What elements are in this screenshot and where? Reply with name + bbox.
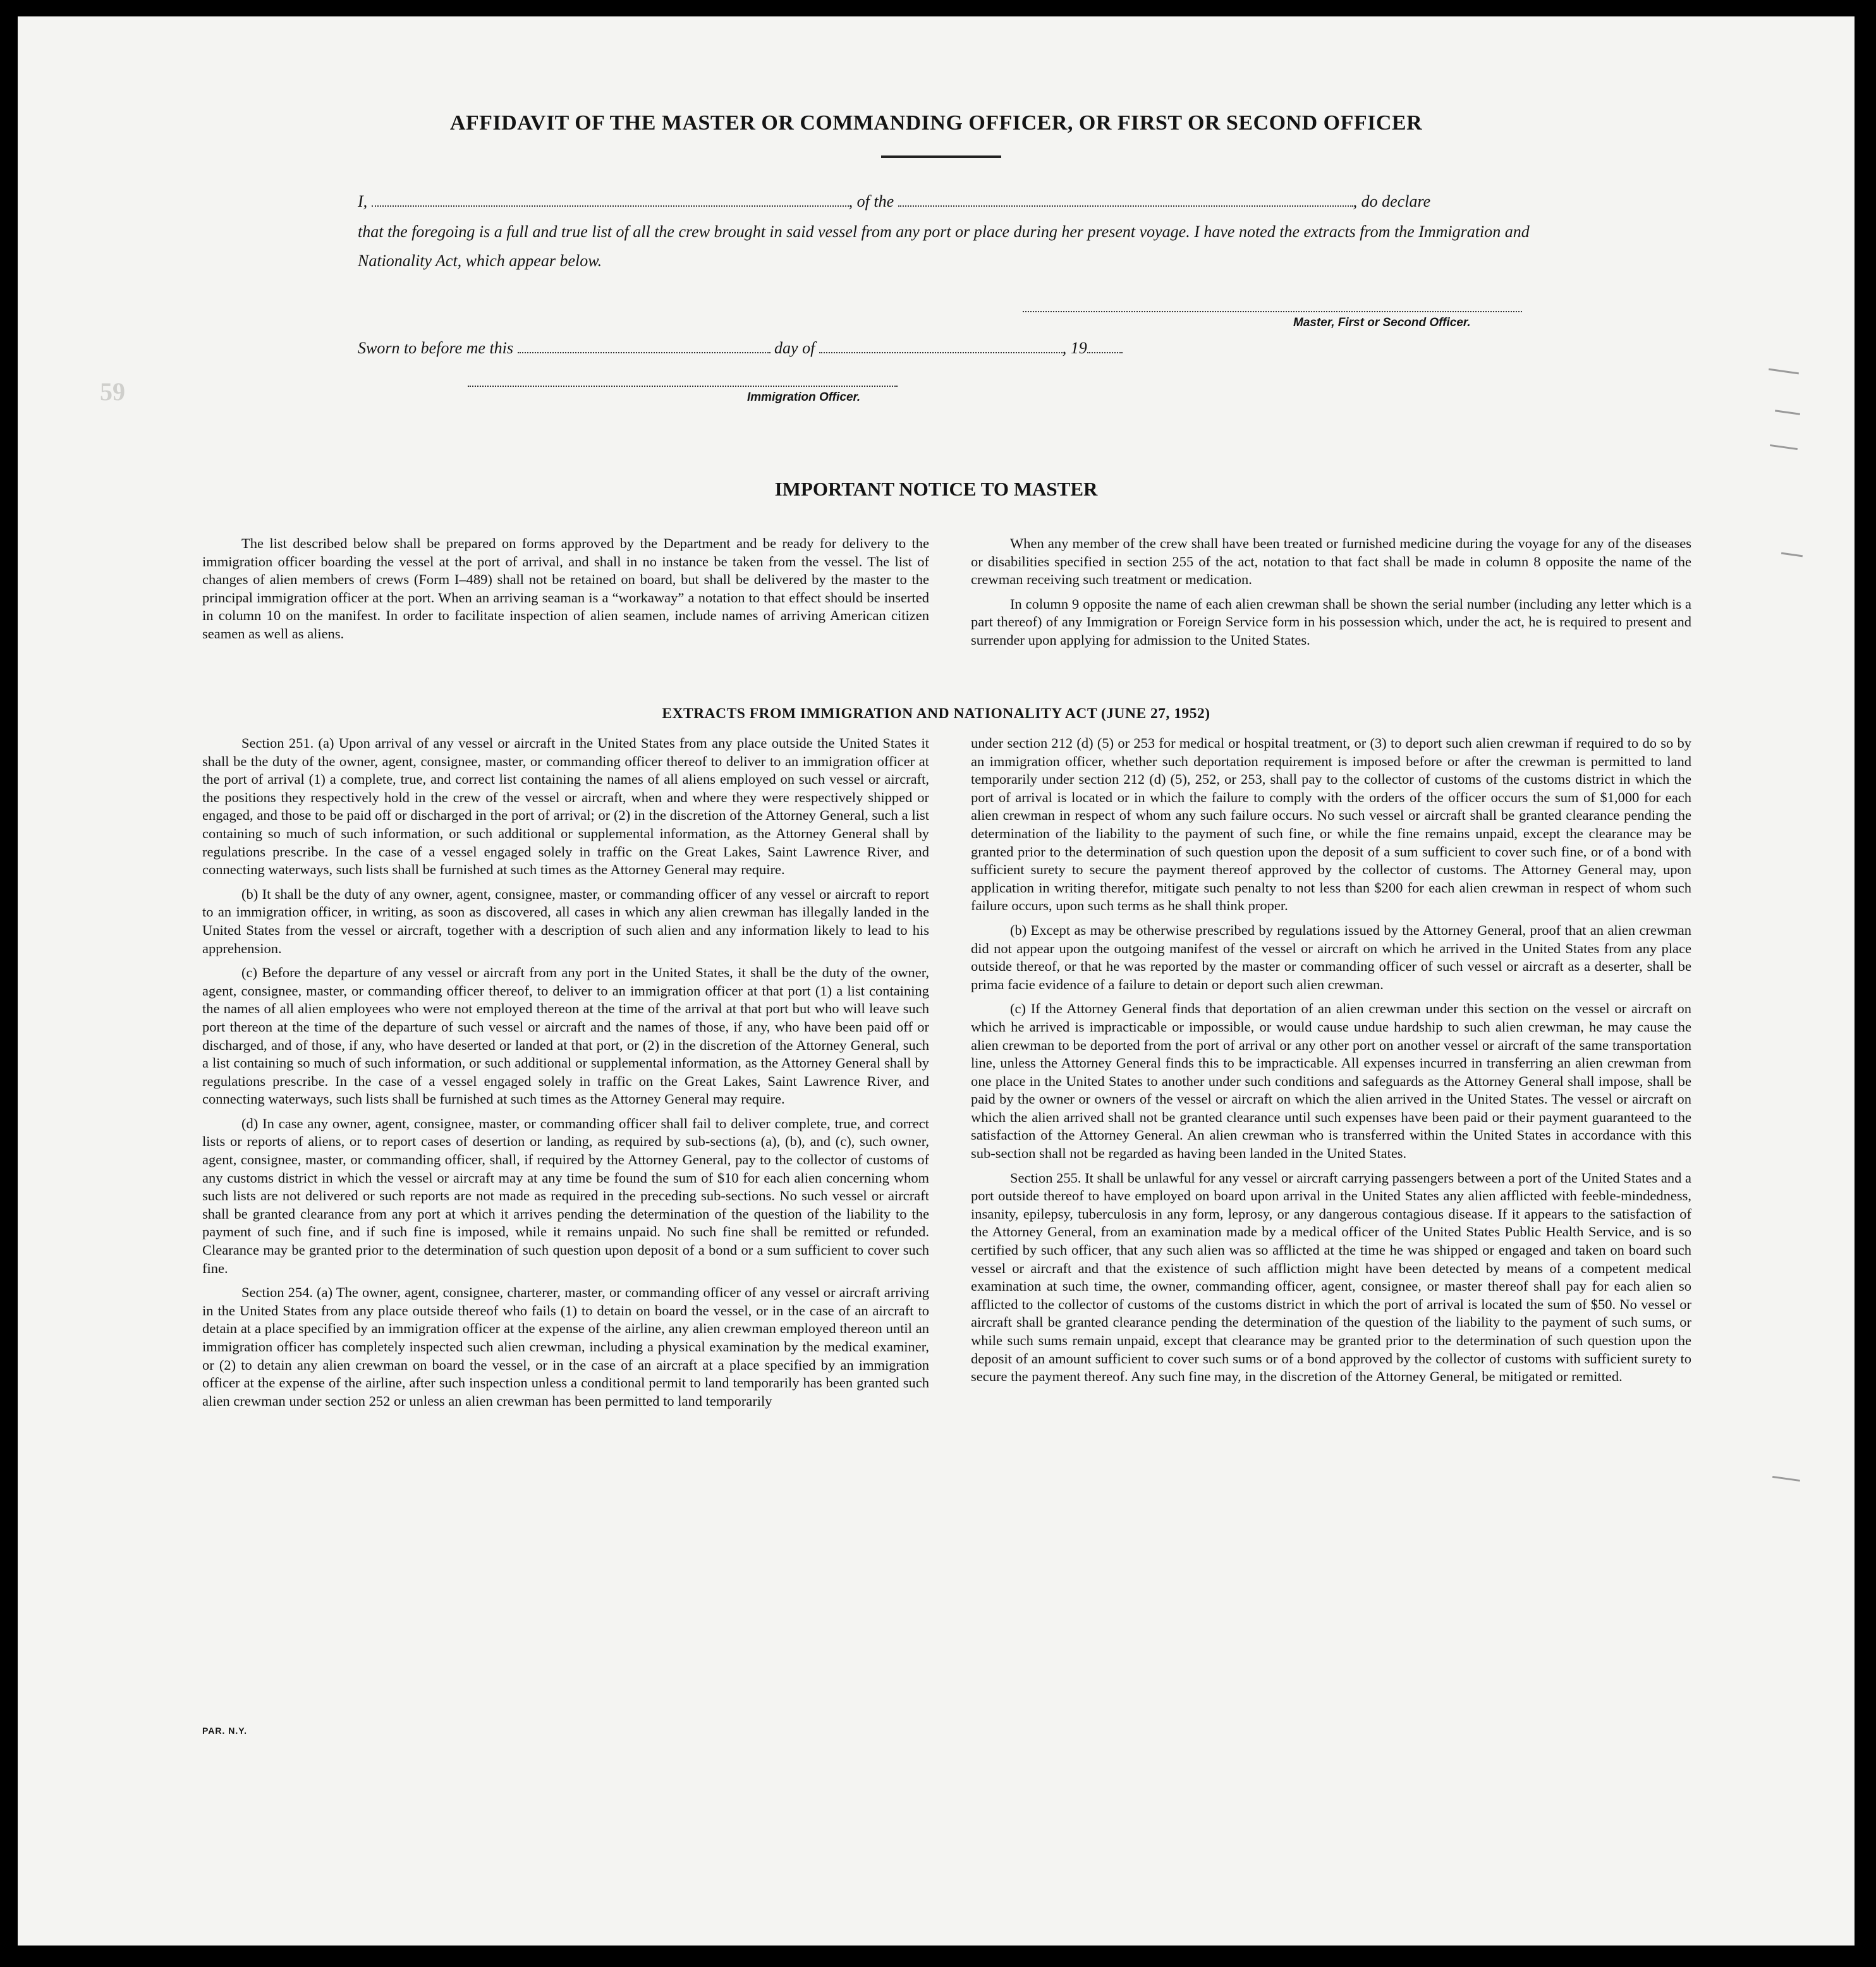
officer-signature-line[interactable] xyxy=(468,386,898,387)
section-251a: Section 251. (a) Upon arrival of any vessel or aircraft in the United States from any place outside the United States it shall be the duty of the owner, agent, consignee, master, or commanding officer thereof to deliver to an immigration officer at the port of arrival (1) a complete, true, and correct list containing the names of all aliens employed on such vessel or aircraft, the positions they respectively hold in the crew of the vessel or aircraft, when and where they were respectively shipped or engaged, and those to be paid off or discharged in the port of arrival; or (2) in the discretion of the Attorney General, such a list containing so much of such information, or such additional or supplemental information, as the Attorney General shall by regulations prescribe. In the case of a vessel engaged solely in traffic on the Great Lakes, Saint Lawrence River, and connecting waterways, such lists shall be furnished at such times as the Attorney General may require. xyxy=(202,735,929,878)
notice-left-paragraph: The list described below shall be prepared on forms approved by the Department and be ready for delivery to the immigration officer boarding the vessel at the port of arrival, and shall in no instance be taken from the vessel. The list of changes of alien members of crews (Form I–489) shall not be retained on board, but shall be delivered by the master to the principal immigration officer at the port. When an arriving seaman is a “workaway” a notation to that effect should be inserted in column 10 on the manifest. In order to facilitate inspection of alien seamen, include names of arriving American citizen seamen as well as aliens. xyxy=(202,535,929,642)
year-label: , 19 xyxy=(1062,339,1087,357)
sworn-line xyxy=(358,334,1546,363)
sworn-year-blank[interactable] xyxy=(1087,339,1123,353)
do-declare-label: , do declare xyxy=(1353,192,1431,210)
officer-signature-label: Immigration Officer. xyxy=(747,391,861,404)
extracts-right-column xyxy=(971,734,1691,1392)
section-254a: Section 254. (a) The owner, agent, consignee, charterer, master, or commanding officer of any vessel or aircraft arriving in the United States from any place outside thereof who fails (1) to detain on board the vessel, or in the case of an aircraft to detain at a place specified by an immigration officer at the expense of the airline, any alien crewman employed thereon until an immigration officer has completely inspected such alien crewman, including a physical examination by the medical examiner, or (2) to detain any alien crewman on board the vessel, or in the case of an aircraft at a place specified by an immigration officer at the expense of the airline, after such inspection unless a conditional permit to land temporarily has been granted such alien crewman under section 252 or unless an alien crewman has been permitted to land temporarily xyxy=(202,1284,929,1409)
title-underline xyxy=(881,155,1001,158)
section-255: Section 255. It shall be unlawful for any vessel or aircraft carrying passengers between a port of the United States and a port outside thereof to have employed on board upon arrival in the United States any alien afflicted with feeble-mindedness, insanity, epilepsy, tuberculosis in any form, leprosy, or any dangerous contagious disease. If it appears to the satisfaction of the Attorney General, from an examination made by a medical officer of the United States Public Health Service, and is so certified by such officer, that any such alien was so afflicted at the time he was shipped or engaged and taken on board such vessel or aircraft and that the existence of such affliction might have been detected by means of a competent medical examination at such time, the owner, commanding officer, agent, consignee, or master thereof shall pay for each alien so afflicted to the collector of customs of the customs district in which the port of arrival is located the sum of $50. No vessel or aircraft shall be granted clearance pending the determination of the question of the liability to the payment of such sums, or while such sums remain unpaid, except that clearance may be granted prior to the determination of such question upon the deposit of an amount sufficient to cover such sums or of a bond approved by the collector of customs with sufficient surety to secure the payment thereof. Any such fine may, in the discretion of the Attorney General, be mitigated or remitted. xyxy=(971,1169,1691,1385)
margin-mark xyxy=(1775,410,1800,415)
master-signature-line[interactable] xyxy=(1023,311,1522,312)
section-251d: (d) In case any owner, agent, consignee, master, or commanding officer shall fail to deliver complete, true, and correct lists or reports of aliens, or to report cases of desertion or landing, as required by sub-sections (a), (b), and (c), such owner, agent, consignee, master, or commanding officer, shall, if required by the Attorney General, pay to the collector of customs of any customs district in which the vessel or aircraft may at any time be found the sum of $10 for each alien concerning whom such lists are not delivered or such reports are not made as required in the preceding sub-sections. No such vessel or aircraft shall be granted clearance from any port at which it arrives pending the determination of the question of the liability to the payment of such fine, and if such fine is imposed, while it remains unpaid. No such fine shall be remitted or refunded. Clearance may be granted prior to the determination of such question upon deposit of a bond or a sum sufficient to cover such fine. xyxy=(202,1115,929,1276)
declaration-line xyxy=(358,187,1546,216)
document-page xyxy=(18,16,1855,1946)
section-254b: (b) Except as may be otherwise prescribed by regulations issued by the Attorney General, proof that an alien crewman did not appear upon the outgoing manifest of the vessel or aircraft on which he arrived in the United States from any place outside thereof, or that he was reported by the master or commanding officer of such vessel or aircraft as a deserter, shall be prima facie evidence of a failure to detain or deport such alien crewman. xyxy=(971,922,1691,992)
bleed-through-mark: 59 xyxy=(100,377,125,406)
notice-right-column xyxy=(971,535,1691,656)
i-label: I, xyxy=(358,192,368,210)
notice-title: IMPORTANT NOTICE TO MASTER xyxy=(774,478,1098,500)
extracts-left-column xyxy=(202,734,929,1416)
declaration-text: that the foregoing is a full and true list of all the crew brought in said vessel from any port or place during her present voyage. I have noted the extracts from the Immigration and Nationality Act, which appear below. xyxy=(358,222,1530,270)
margin-mark xyxy=(1772,1476,1800,1482)
margin-mark xyxy=(1781,552,1803,557)
affidavit-title: AFFIDAVIT OF THE MASTER OR COMMANDING OFFICER, OR FIRST OR SECOND OFFICER xyxy=(449,111,1423,135)
margin-mark xyxy=(1770,444,1798,450)
vessel-blank[interactable] xyxy=(898,193,1353,207)
master-signature-label: Master, First or Second Officer. xyxy=(1293,316,1471,329)
section-251c: (c) Before the departure of any vessel or aircraft from any port in the United States, it shall be the duty of the owner, agent, consignee, master, or commanding officer thereof, to deliver to an immigration officer at that port (1) a list containing the names of all alien employees who were not employed thereon at the time of the arrival at that port but who will leave such port thereon at the time of the departure of such vessel or aircraft and the names of those, if any, who have been paid off or discharged, and of those, if any, who have deserted or landed at that port, or (2) in the discretion of the Attorney General, such a list containing so much of such information, or such additional or supplemental information, as the Attorney General shall by regulations prescribe. In the case of a vessel engaged solely in traffic on the Great Lakes, Saint Lawrence River, and connecting waterways, such lists shall be furnished at such times as the Attorney General may require. xyxy=(202,965,929,1107)
sworn-day-blank[interactable] xyxy=(518,339,770,353)
sworn-month-blank[interactable] xyxy=(819,339,1063,353)
section-251b: (b) It shall be the duty of any owner, agent, consignee, master, or commanding officer of any vessel or aircraft to report to an immigration officer, in writing, as soon as discovered, all cases in which any alien crewman has illegally landed in the United States from the vessel or aircraft, together with a description of such alien and any information likely to lead to his apprehension. xyxy=(202,886,929,956)
notice-right-paragraph-1: When any member of the crew shall have been treated or furnished medicine during the voyage for any of the diseases or disabilities specified in section 255 of the act, notation to that fact shall be made in column 8 opposite the name of the crewman receiving such treatment or medication. xyxy=(971,535,1691,588)
printer-mark: PAR. N.Y. xyxy=(202,1726,247,1736)
margin-mark xyxy=(1769,368,1799,375)
section-254a-continued: under section 212 (d) (5) or 253 for medical or hospital treatment, or (3) to deport such alien crewman if required to do so by an immigration officer, whether such deportation requirement is imposed before or after the crewman is permitted to land temporarily under section 212 (d) (5), 252, or 253, shall pay to the collector of customs of the customs district in which the port of arrival is located or in which the failure to comply with the orders of the officer occurs the sum of $1,000 for each alien crewman in respect of whom any such failure occurs. No such vessel or aircraft shall be granted clearance pending the determination of the liability to the payment of such fine, or while the fine remains unpaid, except the clearance may be granted prior to the determination of such question upon the deposit of a sum sufficient to cover such fine, or of a bond with sufficient surety to secure the payment thereof approved by the collector of customs. The Attorney General may, upon application in writing therefor, mitigate such penalty to not less than $200 for each alien crewman in respect of whom such failure occurs, upon such terms as he shall think proper. xyxy=(971,735,1691,914)
of-the-label: , of the xyxy=(848,192,894,210)
notice-left-column xyxy=(202,535,929,650)
name-blank[interactable] xyxy=(372,193,849,207)
day-of-label: day of xyxy=(774,339,815,357)
notice-right-paragraph-2: In column 9 opposite the name of each alien crewman shall be shown the serial number (including any letter which is a part thereof) of any Immigration or Foreign Service form in his possession which, under the act, he is required to present and surrender upon applying for admission to the United States. xyxy=(971,595,1691,648)
extracts-title: EXTRACTS FROM IMMIGRATION AND NATIONALITY ACT (JUNE 27, 1952) xyxy=(662,705,1210,722)
section-254c: (c) If the Attorney General finds that deportation of an alien crewman under this section on the vessel or aircraft on which he arrived is impracticable or impossible, or would cause undue hardship to such alien crewman, he may cause the alien crewman to be deported from the port of arrival or any other port on another vessel or aircraft of the same transportation line, unless the Attorney General finds this to be impracticable. All expenses incurred in transferring an alien crewman from one place in the United States to another under such conditions and safeguards as the Attorney General shall impose, shall be paid by the owner or owners of the vessel or aircraft on which the alien arrived in the United States. The vessel or aircraft on which the alien arrived shall not be granted clearance until such expenses have been paid or their payment guaranteed to the satisfaction of the Attorney General. An alien crewman who is transferred within the United States in accordance with this sub-section shall not be regarded as having been landed in the United States. xyxy=(971,1001,1691,1162)
sworn-label: Sworn to before me this xyxy=(358,339,514,357)
